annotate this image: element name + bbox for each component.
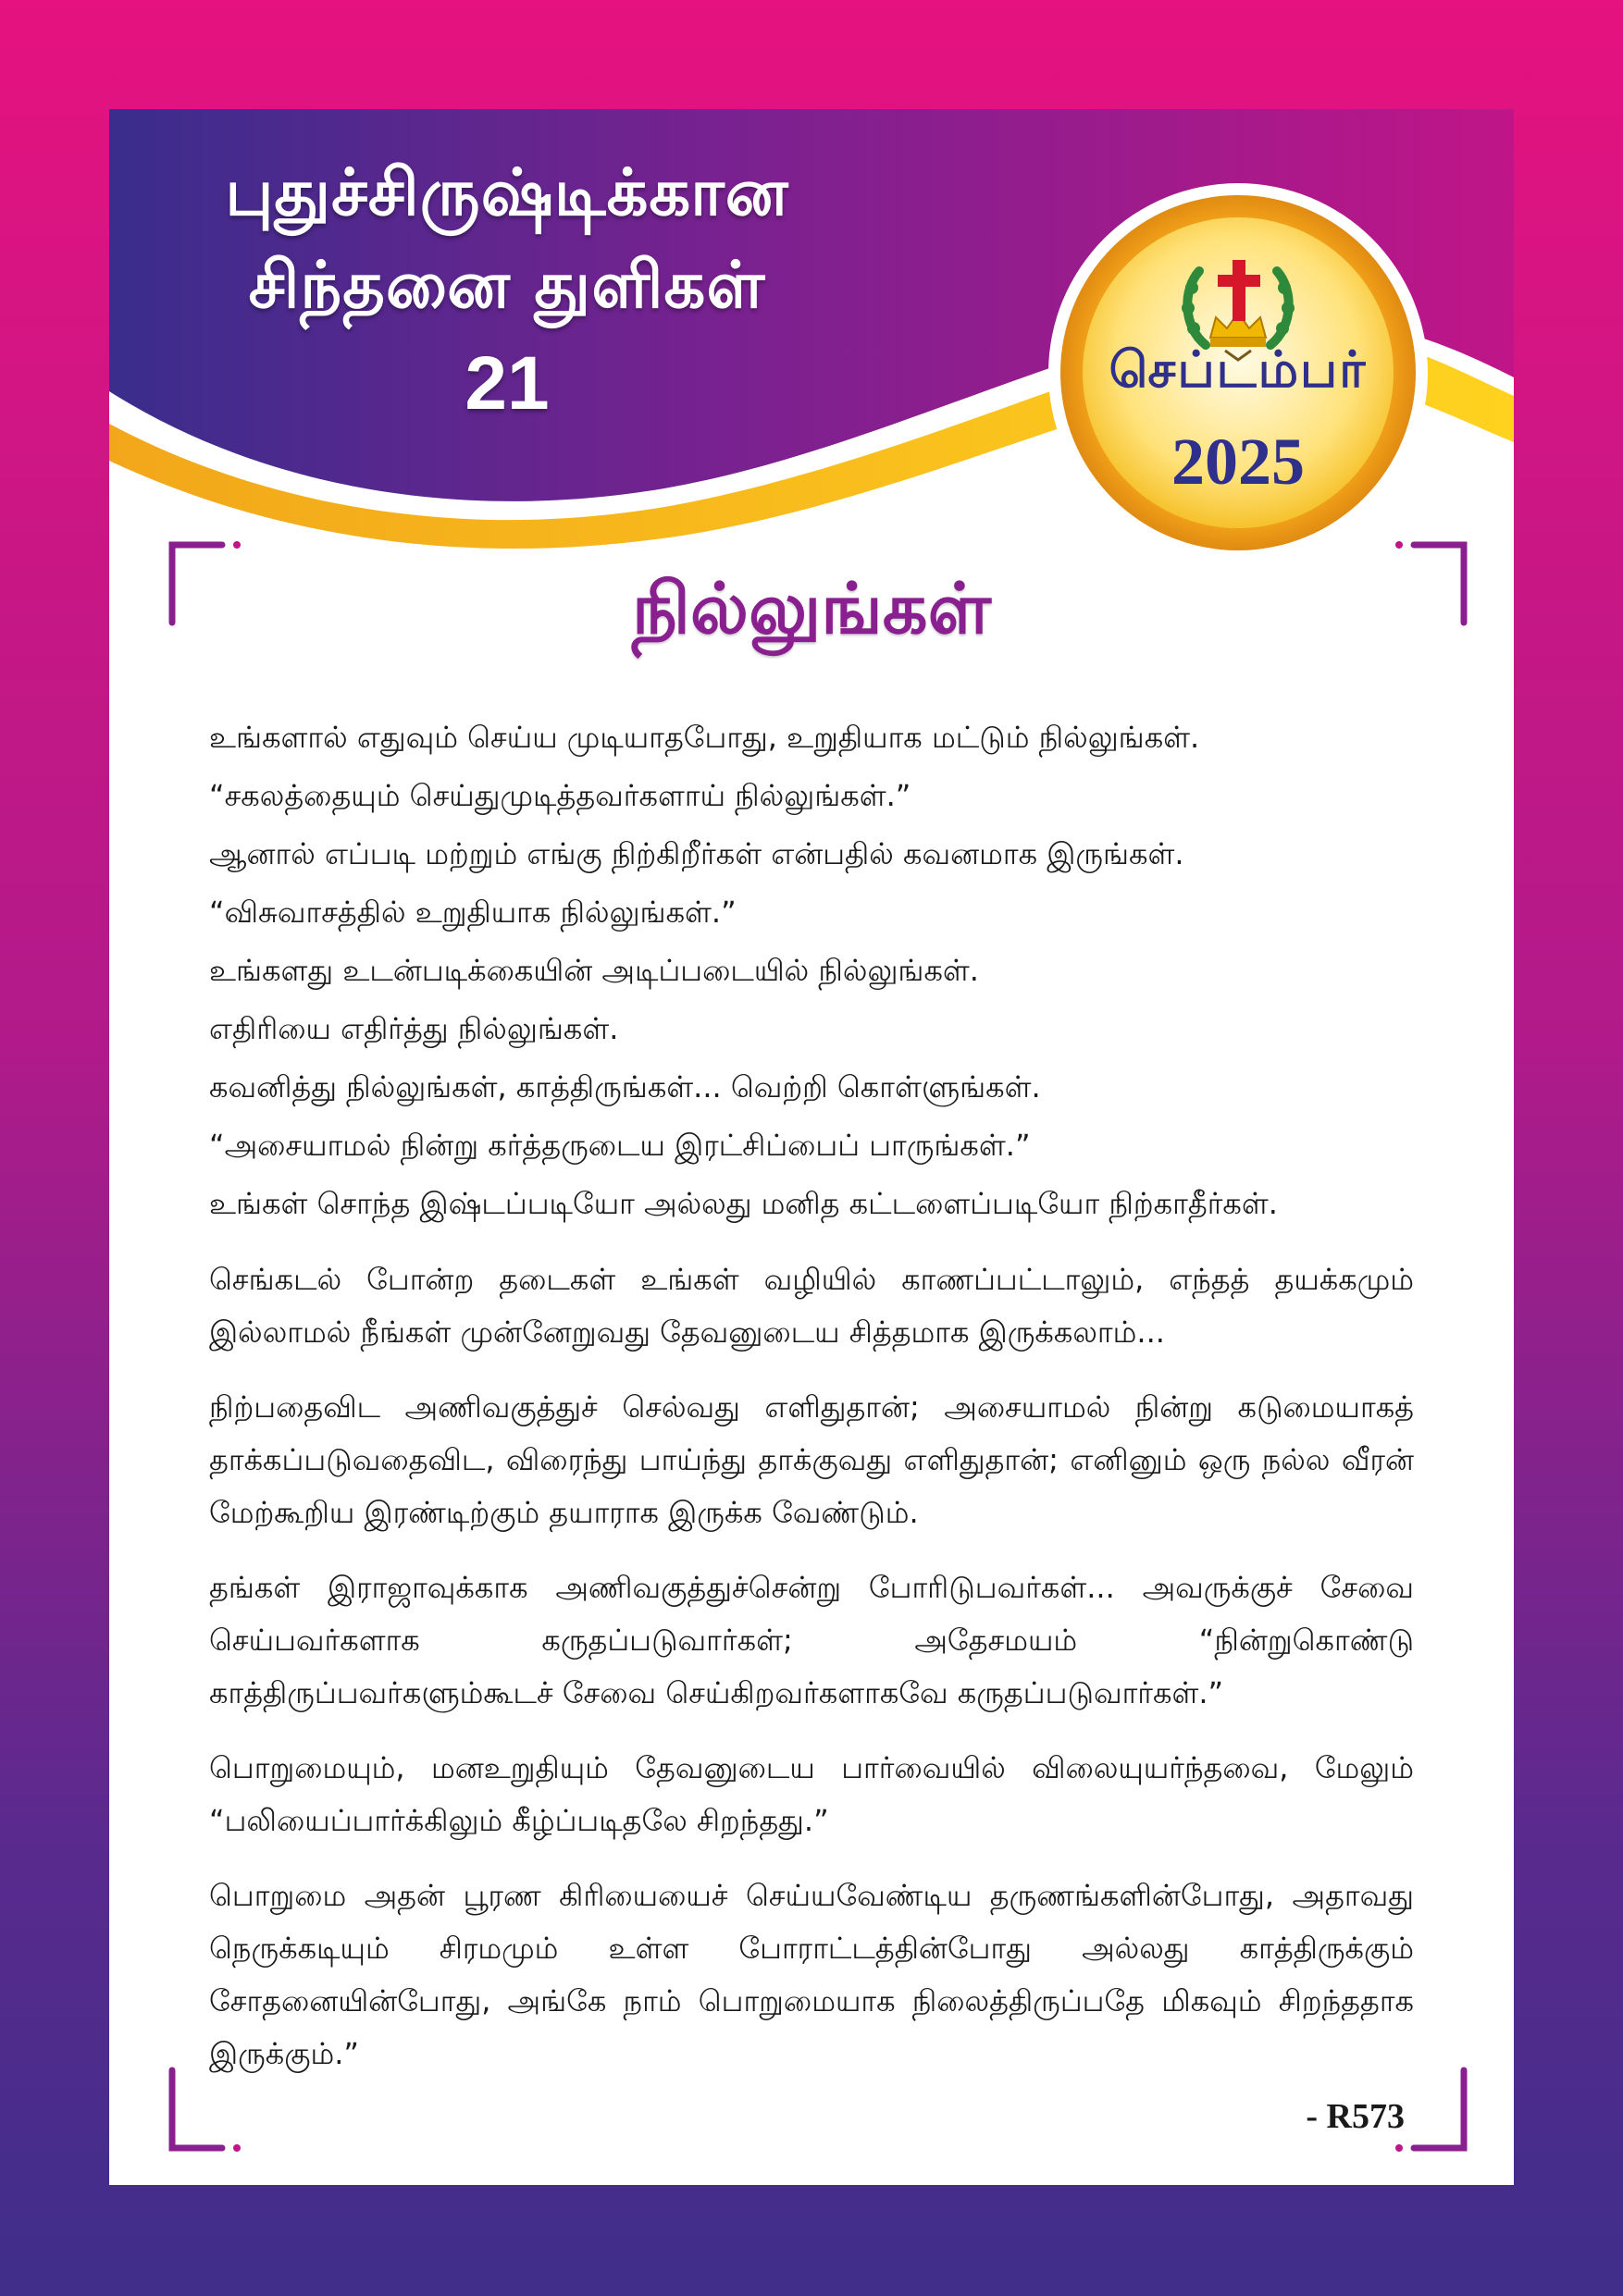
signature: - R573 — [1306, 2097, 1405, 2136]
issue-number: 21 — [465, 341, 550, 426]
paragraph: தங்கள் இராஜாவுக்காக அணிவகுத்துச்சென்று போரிடுபவர்கள்... அவருக்குச் சேவை செய்பவர்களாக கருதப்படுவார்கள்; அதேசமயம் “நின்றுகொண்டு காத்திருப்பவர்களும்கூடச் சேவை செய்கிறவர்களாகவே கருதப்படுவார்கள்.” — [209, 1570, 1414, 1710]
badge-year: 2025 — [1171, 425, 1305, 499]
text-line: உங்களால் எதுவும் செய்ய முடியாதபோது, உறுதியாக மட்டும் நில்லுங்கள். — [209, 720, 1200, 755]
header-title-line2: சிந்தனை துளிகள் — [248, 247, 766, 323]
paragraph: பொறுமையும், மனஉறுதியும் தேவனுடைய பார்வையில் விலையுயர்ந்தவை, மேலும் “பலியைப்பார்க்கிலும் கீழ்ப்படிதலே சிறந்தது.” — [209, 1750, 1414, 1838]
header-title — [109, 146, 905, 331]
text-line: உங்களது உடன்படிக்கையின் அடிப்படையில் நில்லுங்கள். — [209, 953, 979, 988]
text-line: உங்கள் சொந்த இஷ்டப்படியோ அல்லது மனித கட்டளைப்படியோ நிற்காதீர்கள். — [209, 1186, 1278, 1221]
paragraph: நிற்பதைவிட அணிவகுத்துச் செல்வது எளிதுதான்; அசையாமல் நின்று கடுமையாகத் தாக்கப்படுவதைவிட, விரைந்து பாய்ந்து தாக்குவது எளிதுதான்; எனினும் ஒரு நல்ல வீரன் மேற்கூறிய இரண்டிற்கும் தயாராக இருக்க வேண்டும். — [209, 1389, 1414, 1530]
text-line: “சகலத்தையும் செய்துமுடித்தவர்களாய் நில்லுங்கள்.” — [209, 778, 911, 813]
body-text — [209, 709, 1414, 2103]
content-panel — [109, 109, 1514, 2185]
header-title-line1: புதுச்சிருஷ்டிக்கான — [225, 154, 789, 230]
text-line: எதிரியை எதிர்த்து நில்லுங்கள். — [209, 1011, 619, 1046]
text-line: “விசுவாசத்தில் உறுதியாக நில்லுங்கள்.” — [209, 895, 737, 930]
text-line: “அசையாமல் நின்று கர்த்தருடைய இரட்சிப்பைப் பாருங்கள்.” — [209, 1128, 1031, 1163]
paragraph: பொறுமை அதன் பூரண கிரியையைச் செய்யவேண்டிய தருணங்களின்போது, அதாவது நெருக்கடியும் சிரமமும் உள்ள போராட்டத்தின்போது அல்லது காத்திருக்கும் சோதனையின்போது, அங்கே நாம் பொறுமையாக நிலைத்திருப்பதே மிகவும் சிறந்ததாக இருக்கும்.” — [209, 1878, 1414, 2071]
badge-month: செப்டம்பர் — [1109, 340, 1368, 399]
text-line: ஆனால் எப்படி மற்றும் எங்கு நிற்கிறீர்கள் என்பதில் கவனமாக இருங்கள். — [209, 836, 1184, 871]
text-line: கவனித்து நில்லுங்கள், காத்திருங்கள்... வெற்றி கொள்ளுங்கள். — [209, 1069, 1041, 1105]
section-heading: நில்லுங்கள் — [631, 567, 992, 649]
paragraph: செங்கடல் போன்ற தடைகள் உங்கள் வழியில் காணப்பட்டாலும், எந்தத் தயக்கமும் இல்லாமல் நீங்கள் முன்னேறுவது தேவனுடைய சித்தமாக இருக்கலாம்... — [209, 1262, 1414, 1350]
